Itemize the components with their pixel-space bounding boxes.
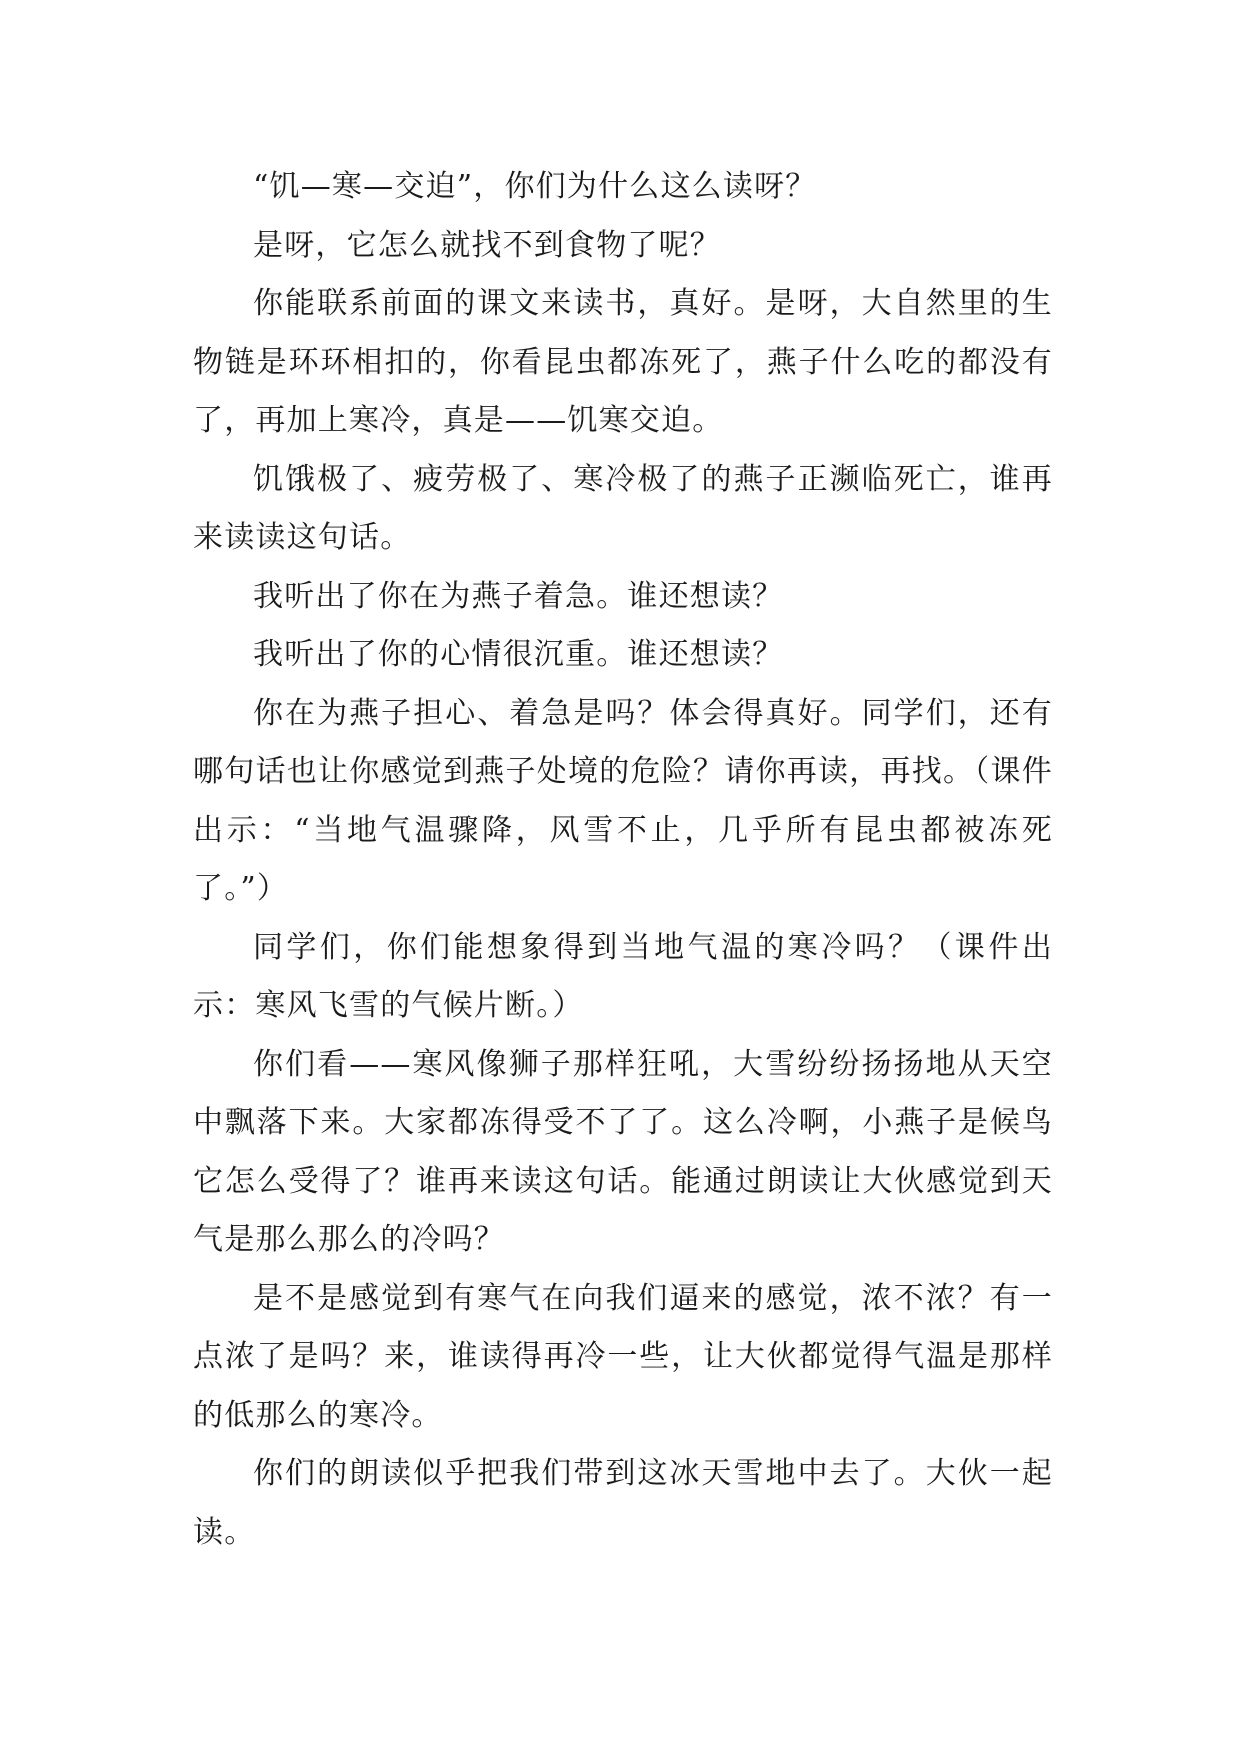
document-body	[193, 158, 1053, 1562]
paragraph-4: 饥饿极了、疲劳极了、寒冷极了的燕子正濒临死亡，谁再来读读这句话。	[193, 461, 1053, 555]
paragraph-11: 你们的朗读似乎把我们带到这冰天雪地中去了。大伙一起读。	[193, 1456, 1053, 1550]
paragraph-10: 是不是感觉到有寒气在向我们逼来的感觉，浓不浓？有一点浓了是吗？来，谁读得再冷一些，让大伙都觉得气温是那样的低那么的寒冷。	[193, 1280, 1053, 1433]
paragraph-5: 我听出了你在为燕子着急。谁还想读？	[253, 578, 784, 614]
paragraph-7: 你在为燕子担心、着急是吗？体会得真好。同学们，还有哪句话也让你感觉到燕子处境的危险？请你再读，再找。（课件出示：“当地气温骤降，风雪不止，几乎所有昆虫都被冻死了。”）	[193, 695, 1053, 906]
paragraph-1: “饥—寒—交迫”，你们为什么这么读呀？	[253, 169, 817, 204]
paragraph-2: 是呀，它怎么就找不到食物了呢？	[253, 227, 721, 263]
paragraph-3: 你能联系前面的课文来读书，真好。是呀，大自然里的生物链是环环相扣的，你看昆虫都冻死了，燕子什么吃的都没有了，再加上寒冷，真是——饥寒交迫。	[193, 286, 1053, 438]
paragraph-9: 你们看——寒风像狮子那样狂吼，大雪纷纷扬扬地从天空中飘落下来。大家都冻得受不了了。这么冷啊，小燕子是候鸟它怎么受得了？谁再来读这句话。能通过朗读让大伙感觉到天气是那么那么的冷吗？	[193, 1046, 1053, 1257]
paragraph-6: 我听出了你的心情很沉重。谁还想读？	[253, 637, 784, 672]
paragraph-8: 同学们，你们能想象得到当地气温的寒冷吗？（课件出示：寒风飞雪的气候片断。）	[193, 929, 1053, 1023]
